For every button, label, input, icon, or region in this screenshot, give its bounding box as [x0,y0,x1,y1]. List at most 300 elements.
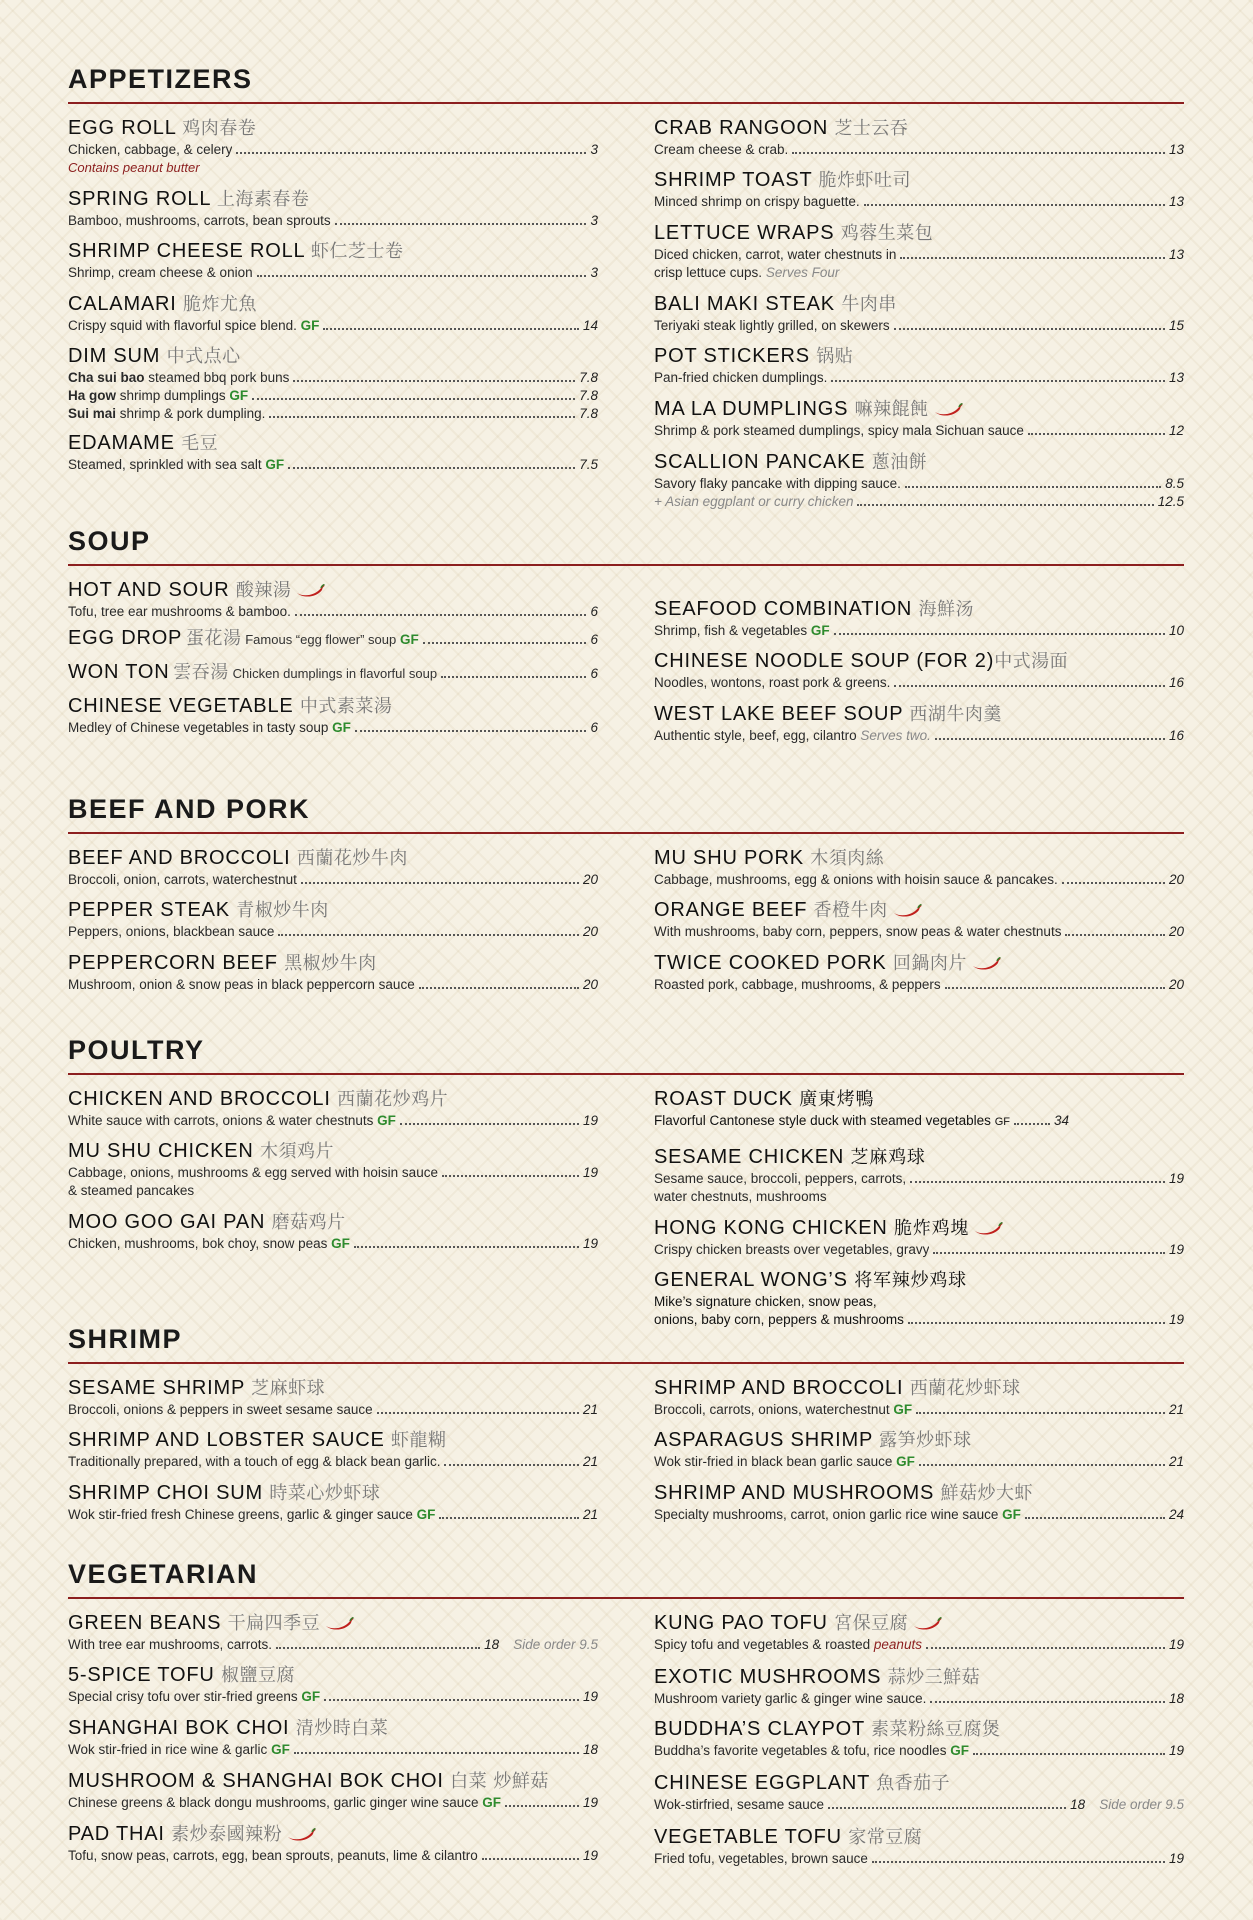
item-description: Steamed, sprinkled with sea salt [68,457,262,472]
item-name: SESAME CHICKEN [654,1146,845,1168]
menu-item [68,187,598,230]
menu-item [68,239,598,282]
section-appetizers [68,62,1184,509]
item-description: Roasted pork, cabbage, mushrooms, & peppers [654,977,941,992]
item-price: 19 [1168,1312,1184,1327]
item-chinese-name: 酸辣湯 [235,580,292,601]
item-price: 19 [582,1795,598,1810]
chili-pepper-icon [295,584,325,598]
menu-item [68,431,598,474]
side-order-price: Side order 9.5 [1099,1797,1184,1812]
item-description: Diced chicken, carrot, water chestnuts in [654,247,897,262]
item-description: Flavorful Cantonese style duck with steamed vegetables [654,1113,991,1128]
item-description: Cream cheese & crab. [654,142,789,157]
item-price: 19 [1168,1242,1184,1257]
menu-item [68,1087,598,1130]
item-chinese-name: 上海素春卷 [216,189,310,210]
item-chinese-name: 鮮菇炒大虾 [940,1483,1033,1504]
item-description: Broccoli, onion, carrots, waterchestnut [68,872,297,887]
item-chinese-name: 椒鹽豆腐 [221,1665,296,1686]
addon-price: 12.5 [1157,494,1184,509]
item-price: 20 [1168,924,1184,939]
item-chinese-name: 宮保豆腐 [834,1613,909,1634]
item-name: SESAME SHRIMP [68,1377,245,1399]
item-price: 15 [1168,318,1184,333]
sub-item-description: shrimp & pork dumpling. [119,406,266,421]
item-description: Mushroom, onion & snow peas in black peppercorn sauce [68,977,415,992]
item-chinese-name: 锅贴 [816,346,854,367]
item-name: DIM SUM [68,345,161,367]
item-chinese-name: 中式素菜湯 [299,696,393,717]
item-name: BEEF AND BROCCOLI [68,847,291,869]
item-name: WEST LAKE BEEF SOUP [654,703,903,725]
item-description: Tofu, snow peas, carrots, egg, bean sprouts, peanuts, lime & cilantro [68,1848,478,1863]
section-title: APPETIZERS [68,64,253,94]
menu-item [654,1717,1184,1760]
menu-item [68,660,598,684]
sub-item-description: shrimp dumplings [119,388,226,403]
menu-item [68,578,598,621]
allergen-note: Contains peanut butter [68,160,200,175]
menu-item [68,292,598,335]
sub-item-name: Ha gow [68,388,117,403]
item-price: 21 [1168,1454,1184,1469]
item-chinese-name: 脆炸鸡塊 [893,1218,970,1239]
item-price: 13 [1168,370,1184,385]
gluten-free-badge: GF [332,720,351,735]
item-price: 34 [1053,1113,1070,1128]
item-description: Spicy tofu and vegetables & roasted [654,1637,871,1652]
gluten-free-badge: GF [893,1402,913,1417]
item-price: 13 [1168,142,1184,157]
menu-item [68,1663,598,1706]
menu-item [654,702,1184,745]
section-divider [68,102,1184,104]
item-name: GENERAL WONG’S [654,1269,848,1291]
gluten-free-badge: GF [377,1113,396,1128]
item-description: Chicken dumplings in flavorful soup [232,666,438,681]
item-name: KUNG PAO TOFU [654,1612,828,1634]
item-name: SCALLION PANCAKE [654,451,866,473]
menu-item [654,1087,1184,1131]
item-chinese-name: 牛肉串 [841,294,897,315]
item-name: SHRIMP AND BROCCOLI [654,1377,904,1399]
item-description: Mushroom variety garlic & ginger wine sauce. [654,1691,927,1706]
item-description: Specialty mushrooms, carrot, onion garlic rice wine sauce [654,1507,999,1522]
item-name: PEPPER STEAK [68,899,230,921]
menu-item [68,1210,598,1253]
item-description: Cabbage, onions, mushrooms & egg served with hoisin sauce [68,1165,438,1180]
item-chinese-name: 香橙牛肉 [813,900,888,921]
item-price: 19 [582,1113,598,1128]
item-description: Shrimp & pork steamed dumplings, spicy mala Sichuan sauce [654,423,1024,438]
item-description-cont: crisp lettuce cups. [654,265,763,280]
sub-item-description: steamed bbq pork buns [148,370,290,385]
item-chinese-name: 芝麻虾球 [251,1378,326,1399]
menu-item [68,1481,598,1524]
item-name: SHRIMP CHEESE ROLL [68,240,305,262]
item-description: Famous “egg flower” soup [245,632,397,647]
gluten-free-badge: GF [229,388,249,403]
item-chinese-name: 西蘭花炒虾球 [909,1378,1021,1399]
item-chinese-name: 磨菇鸡片 [271,1212,346,1233]
item-name: POT STICKERS [654,345,810,367]
menu-item [68,344,598,423]
item-price: 19 [1168,1743,1184,1758]
item-chinese-name: 白菜 炒鮮菇 [450,1771,549,1792]
item-chinese-name: 素菜粉絲豆腐煲 [870,1719,1001,1740]
menu-item [68,1611,598,1654]
item-name: CHICKEN AND BROCCOLI [68,1088,331,1110]
item-chinese-name: 虾仁芝士卷 [311,241,404,262]
item-chinese-name: 黑椒炒牛肉 [284,953,377,974]
item-description: Authentic style, beef, egg, cilantro [654,728,857,743]
gluten-free-badge: GF [1002,1507,1021,1522]
item-name: CRAB RANGOON [654,117,829,139]
item-chinese-name: 木須肉絲 [810,848,885,869]
item-name: EGG DROP [68,627,183,649]
item-chinese-name: 鸡肉春卷 [182,118,257,139]
menu-item [654,1611,1184,1654]
item-chinese-name: 廣東烤鴨 [799,1089,875,1110]
chili-pepper-icon [912,1617,942,1631]
menu-item [68,1822,598,1865]
item-chinese-name: 回鍋肉片 [892,953,967,974]
item-name: CHINESE NOODLE SOUP (FOR 2) [654,650,995,672]
item-description: Special crisy tofu over stir-fried greens [68,1689,298,1704]
item-description: Fried tofu, vegetables, brown sauce [654,1851,868,1866]
section-poultry [68,1033,1184,1327]
item-name: CHINESE VEGETABLE [68,695,294,717]
gluten-free-badge: GF [400,632,419,647]
item-description: Teriyaki steak lightly grilled, on skewers [654,318,890,333]
item-price: 19 [1168,1637,1184,1652]
item-price: 12 [1168,423,1184,438]
menu-item [654,597,1184,640]
item-price: 20 [582,924,598,939]
item-price: 13 [1168,247,1184,262]
item-name: HOT AND SOUR [68,579,230,601]
sub-item-name: Cha sui bao [68,370,145,385]
item-name: SHRIMP CHOI SUM [68,1482,263,1504]
item-description: Crispy squid with flavorful spice blend. [68,318,297,333]
serves-note: Serves Four [765,265,840,280]
item-name: MU SHU PORK [654,847,804,869]
item-name: HONG KONG CHICKEN [654,1217,888,1239]
menu-item [654,1481,1184,1524]
gluten-free-badge: GF [994,1116,1010,1128]
item-name: MUSHROOM & SHANGHAI BOK CHOI [68,1770,444,1792]
item-name: SPRING ROLL [68,188,211,210]
menu-item [68,1376,598,1419]
menu-item [68,898,598,941]
gluten-free-badge: GF [265,457,285,472]
item-description: With tree ear mushrooms, carrots. [68,1637,273,1652]
serves-note: Serves two. [860,728,931,743]
item-price: 19 [582,1848,598,1863]
item-chinese-name: 蒜炒三鮮菇 [887,1667,981,1688]
item-chinese-name: 芝麻鸡球 [850,1147,926,1168]
item-name: PAD THAI [68,1823,165,1845]
item-description: With mushrooms, baby corn, peppers, snow peas & water chestnuts [654,924,1062,939]
menu-item [68,626,598,650]
section-title: BEEF AND PORK [68,794,311,824]
item-chinese-name: 清炒時白菜 [295,1718,389,1739]
section-divider [68,564,1184,566]
item-price: 16 [1168,675,1184,690]
item-name: PEPPERCORN BEEF [68,952,278,974]
menu-item [654,221,1184,282]
item-chinese-name: 蛋花湯 [185,628,242,649]
item-description: Peppers, onions, blackbean sauce [68,924,275,939]
item-price: 19 [582,1236,598,1251]
menu-item [654,846,1184,889]
item-chinese-name: 西蘭花炒鸡片 [337,1089,449,1110]
menu-item [654,1145,1184,1206]
item-name: BUDDHA’S CLAYPOT [654,1718,865,1740]
item-chinese-name: 脆炸尤魚 [183,294,258,315]
item-price: 19 [1168,1171,1184,1186]
item-description: Wok stir-fried in rice wine & garlic [68,1742,268,1757]
item-price: 8.5 [1165,476,1184,491]
section-divider [68,1362,1184,1364]
item-description: Mike’s signature chicken, snow peas, [654,1294,877,1309]
section-title: SHRIMP [68,1324,183,1354]
section-divider [68,1597,1184,1599]
item-chinese-name: 蔥油餅 [871,452,928,473]
gluten-free-badge: GF [950,1743,969,1758]
item-price: 13 [1168,194,1184,209]
section-vegetarian [68,1557,1184,1866]
item-price: 3 [590,213,598,228]
menu-item [654,1216,1184,1259]
item-name: CALAMARI [68,293,177,315]
section-title: VEGETARIAN [68,1559,259,1589]
item-price: 20 [1168,872,1184,887]
menu-item [68,694,598,737]
item-chinese-name: 脆炸虾吐司 [818,170,912,191]
section-beef-and-pork [68,792,1184,992]
side-order-price: Side order 9.5 [513,1637,598,1652]
item-description: Chicken, mushrooms, bok choy, snow peas [68,1236,328,1251]
menu-item [654,1825,1184,1868]
item-description: Wok-stirfried, sesame sauce [654,1797,825,1812]
item-price: 14 [582,318,598,333]
item-description: Sesame sauce, broccoli, peppers, carrots, [654,1171,907,1186]
item-name: WON TON [68,661,170,683]
chili-pepper-icon [892,904,922,918]
item-name: 5-SPICE TOFU [68,1664,215,1686]
item-chinese-name: 芝士云吞 [834,118,909,139]
menu-item [68,116,598,176]
item-price: 3 [590,265,598,280]
item-price: 10 [1168,623,1184,638]
section-shrimp [68,1322,1184,1522]
item-chinese-name: 干扁四季豆 [227,1613,321,1634]
item-chinese-name: 嘛辣餛飩 [854,399,929,420]
item-price: 21 [582,1507,598,1522]
menu-item [68,1139,598,1200]
item-name: GREEN BEANS [68,1612,222,1634]
item-chinese-name: 虾龍糊 [391,1430,447,1451]
item-price: 19 [582,1689,598,1704]
item-price: 6 [590,604,598,619]
item-chinese-name: 中式点心 [166,346,241,367]
item-chinese-name: 中式湯面 [994,651,1069,672]
item-name: ORANGE BEEF [654,899,808,921]
gluten-free-badge: GF [300,318,320,333]
allergen-highlight: peanuts [873,1637,922,1652]
item-description-cont: & steamed pancakes [68,1183,195,1198]
item-price: 18 [1070,1797,1086,1812]
gluten-free-badge: GF [810,623,830,638]
item-price: 18 [1168,1691,1184,1706]
item-price: 20 [582,872,598,887]
chili-pepper-icon [286,1828,316,1842]
item-name: EGG ROLL [68,117,176,139]
item-description: Savory flaky pancake with dipping sauce. [654,476,901,491]
item-price: 20 [582,977,598,992]
menu-item [68,1716,598,1759]
section-title: SOUP [68,526,151,556]
menu-item [654,1428,1184,1471]
item-name: MU SHU CHICKEN [68,1140,254,1162]
chili-pepper-icon [933,403,963,417]
item-description: Broccoli, carrots, onions, waterchestnut [654,1402,890,1417]
item-chinese-name: 毛豆 [181,433,219,454]
item-name: SEAFOOD COMBINATION [654,598,913,620]
item-chinese-name: 雲吞湯 [173,662,229,683]
item-description: Chicken, cabbage, & celery [68,142,233,157]
item-description: Traditionally prepared, with a touch of egg & black bean garlic. [68,1454,441,1469]
chili-pepper-icon [324,1617,354,1631]
item-name: EDAMAME [68,432,175,454]
menu-item [68,1428,598,1471]
section-title: POULTRY [68,1035,205,1065]
item-description: Bamboo, mushrooms, carrots, bean sprouts [68,213,331,228]
menu-item [654,1771,1184,1814]
chili-pepper-icon [971,957,1001,971]
menu-item [654,649,1184,692]
item-price: 16 [1168,728,1184,743]
item-description: Broccoli, onions & peppers in sweet sesame sauce [68,1402,373,1417]
sub-item-price: 7.8 [579,388,598,403]
item-name: CHINESE EGGPLANT [654,1772,870,1794]
item-price: 19 [582,1165,598,1180]
item-name: TWICE COOKED PORK [654,952,887,974]
gluten-free-badge: GF [271,1742,290,1757]
menu-item [654,898,1184,941]
gluten-free-badge: GF [482,1795,501,1810]
item-price: 20 [1168,977,1184,992]
item-name: MA LA DUMPLINGS [654,398,849,420]
item-chinese-name: 西蘭花炒牛肉 [296,848,408,869]
item-description: Minced shrimp on crispy baguette. [654,194,860,209]
menu-item [654,397,1184,440]
addon-description: + Asian eggplant or curry chicken [654,494,854,509]
item-name: MOO GOO GAI PAN [68,1211,266,1233]
item-description: Noodles, wontons, roast pork & greens. [654,675,891,690]
item-chinese-name: 木須鸡片 [260,1141,335,1162]
item-chinese-name: 家常豆腐 [848,1827,923,1848]
item-price: 21 [582,1454,598,1469]
item-chinese-name: 魚香茄子 [876,1773,951,1794]
item-description: Wok stir-fried fresh Chinese greens, garlic & ginger sauce [68,1507,413,1522]
item-price: 6 [590,666,598,681]
item-description: Medley of Chinese vegetables in tasty soup [68,720,329,735]
item-chinese-name: 将军辣炒鸡球 [854,1270,967,1291]
gluten-free-badge: GF [896,1454,915,1469]
item-description-cont: onions, baby corn, peppers & mushrooms [654,1312,904,1327]
item-name: SHRIMP AND LOBSTER SAUCE [68,1429,385,1451]
item-description: Wok stir-fried in black bean garlic sauce [654,1454,893,1469]
sub-item-name: Sui mai [68,406,117,421]
menu-item [654,1376,1184,1419]
item-price: 18 [582,1742,598,1757]
item-name: ASPARAGUS SHRIMP [654,1429,873,1451]
item-description: Chinese greens & black dongu mushrooms, garlic ginger wine sauce [68,1795,479,1810]
item-name: SHANGHAI BOK CHOI [68,1717,290,1739]
item-price: 3 [590,142,598,157]
menu-item [654,450,1184,511]
item-price: 21 [582,1402,598,1417]
item-description: Crispy chicken breasts over vegetables, gravy [654,1242,930,1257]
item-price: 19 [1168,1851,1184,1866]
menu-item [654,951,1184,994]
item-price: 18 [484,1637,500,1652]
item-description: Shrimp, cream cheese & onion [68,265,253,280]
section-divider [68,1073,1184,1075]
gluten-free-badge: GF [301,1689,321,1704]
section-soup [68,524,1184,743]
item-name: EXOTIC MUSHROOMS [654,1666,882,1688]
sub-item-price: 7.8 [579,370,598,385]
item-name: VEGETABLE TOFU [654,1826,842,1848]
item-description: Buddha’s favorite vegetables & tofu, rice noodles [654,1743,947,1758]
item-description: Tofu, tree ear mushrooms & bamboo. [68,604,291,619]
menu-item [68,1769,598,1812]
menu-item [68,951,598,994]
gluten-free-badge: GF [331,1236,350,1251]
item-name: LETTUCE WRAPS [654,222,835,244]
sub-item-price: 7.8 [579,406,598,421]
item-description-cont: water chestnuts, mushrooms [654,1189,827,1204]
item-price: 7.5 [579,457,598,472]
item-chinese-name: 海鮮汤 [918,599,975,620]
item-chinese-name: 素炒泰國辣粉 [171,1824,283,1845]
menu-item [654,1268,1184,1329]
item-name: BALI MAKI STEAK [654,293,835,315]
menu-item [654,292,1184,335]
item-price: 21 [1168,1402,1184,1417]
item-chinese-name: 時菜心炒虾球 [269,1483,381,1504]
section-divider [68,832,1184,834]
item-description: Cabbage, mushrooms, egg & onions with hoisin sauce & pancakes. [654,872,1058,887]
item-chinese-name: 青椒炒牛肉 [236,900,329,921]
item-description: White sauce with carrots, onions & water chestnuts [68,1113,374,1128]
item-description: Pan-fried chicken dumplings. [654,370,828,385]
item-price: 24 [1168,1507,1184,1522]
gluten-free-badge: GF [416,1507,436,1522]
item-description: Shrimp, fish & vegetables [654,623,808,638]
menu-item [654,1665,1184,1708]
item-name: SHRIMP AND MUSHROOMS [654,1482,935,1504]
chili-pepper-icon [973,1222,1003,1236]
item-chinese-name: 西湖牛肉羹 [909,704,1002,725]
item-chinese-name: 鸡蓉生菜包 [840,223,934,244]
menu-item [654,168,1184,211]
menu-item [654,344,1184,387]
